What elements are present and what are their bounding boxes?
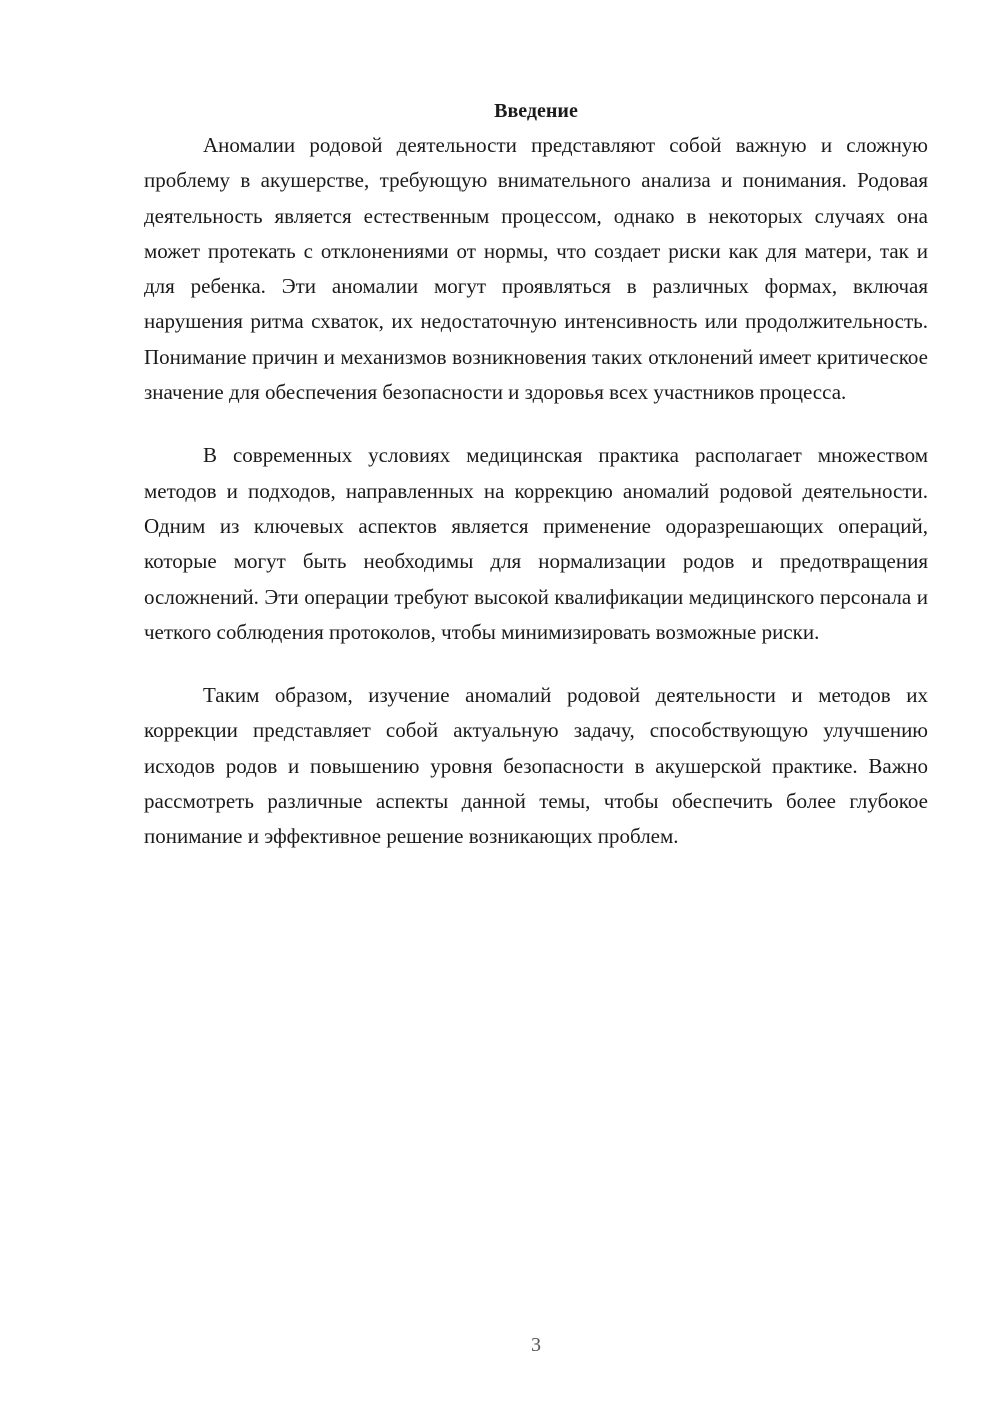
page-number: 3 bbox=[531, 1334, 541, 1356]
paragraph-3: Таким образом, изучение аномалий родовой деятельности и методов их коррекции представляет собой актуальную задачу, способствующую улучшению исходов родов и повышению уровня безопасности в акушерской практике. Важно рассмотреть различные аспекты данной темы, чтобы обеспечить более глубокое понимание и эффективное решение возникающих проблем. bbox=[144, 683, 928, 849]
paragraph-1: Аномалии родовой деятельности представляют собой важную и сложную проблему в акушерстве, требующую внимательного анализа и понимания. Родовая деятельность является естественным процессом, однако в некоторых случаях она может протекать с отклонениями от нормы, что создает риски как для матери, так и для ребенка. Эти аномалии могут проявляться в различных формах, включая нарушения ритма схваток, их недостаточную интенсивность или продолжительность. Понимание причин и механизмов возникновения таких отклонений имеет критическое значение для обеспечения безопасности и здоровья всех участников процесса. bbox=[144, 133, 928, 405]
paragraph-2: В современных условиях медицинская практика располагает множеством методов и подходов, направленных на коррекцию аномалий родовой деятельности. Одним из ключевых аспектов является применение одоразрешающих операций, которые могут быть необходимы для нормализации родов и предотвращения осложнений. Эти операции требуют высокой квалификации медицинского персонала и четкого соблюдения протоколов, чтобы минимизировать возможные риски. bbox=[144, 443, 928, 644]
document-body bbox=[144, 96, 928, 883]
section-title: Введение bbox=[494, 100, 578, 122]
